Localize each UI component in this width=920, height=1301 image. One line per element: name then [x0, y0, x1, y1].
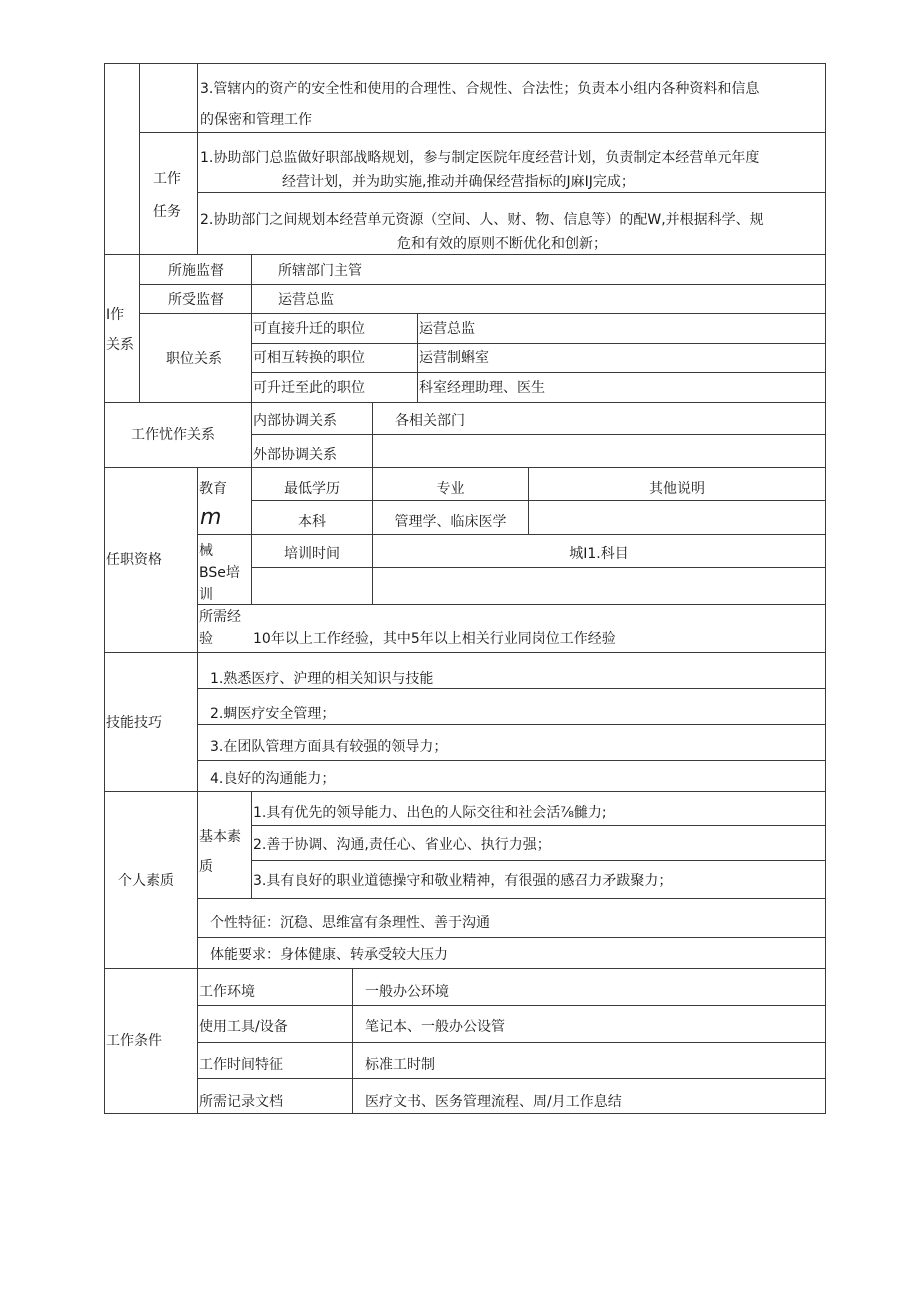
skills-label: 技能技巧	[106, 715, 162, 731]
duty-item3-line2: 的保密和管理工作	[200, 112, 312, 128]
internal-coordination-label: 内部协调关系	[253, 413, 337, 429]
position-row-value: 运营制蝌室	[419, 350, 489, 366]
cooperation-label: 工作忧作关系	[131, 427, 215, 443]
skill-item: 2.蜩医疗安全管理；	[210, 706, 336, 722]
training-time-label: 培训时间	[284, 546, 340, 562]
skill-item: 1.熟悉医疗、沪理的相关知识与技能	[210, 671, 434, 687]
task2-line2: 危和有效的原则不断优化和创新；	[397, 236, 607, 252]
position-row-label: 可相互转换的职位	[253, 350, 365, 366]
task1-line2: 经营计划，并为助实施,推动并确保经营指标的J麻IJ完成；	[282, 174, 635, 190]
experience-value: 10年以上工作经验，其中5年以上相关行业同岗位工作经验	[253, 631, 616, 647]
task2-line1: 2.协助部门之间规划本经营单元资源（空间、人、财、物、信息等）的配W,并根据科学、规	[200, 212, 764, 228]
major-value: 管理学、临床医学	[394, 514, 507, 530]
basic-quality-item: 2.善于协调、沟通,责任心、省业心、执行力强；	[253, 837, 551, 853]
position-row-label: 可直接升迁的职位	[253, 321, 365, 337]
training-label-line1: 械	[199, 543, 213, 559]
supervise-label: 所施监督	[168, 263, 224, 279]
position-row-label: 可升迁至此的职位	[253, 380, 365, 396]
position-relations-label: 职位关系	[166, 351, 222, 367]
condition-value: 标准工时制	[365, 1057, 435, 1073]
education-mark: m	[200, 505, 222, 530]
condition-value: 医疗文书、医务管理流程、周/月工作息结	[365, 1094, 622, 1110]
training-subject-label: 城I1.科目	[569, 546, 629, 562]
experience-label-line2: 验	[199, 631, 213, 647]
work-conditions-label: 工作条件	[106, 1033, 162, 1049]
position-row-value: 运营总监	[419, 321, 475, 337]
duty-item3-line1: 3.管辖内的资产的安全性和使用的合理性、合规性、合法性；负责本小组内各种资料和信息	[200, 81, 760, 97]
col-major: 专业	[436, 481, 465, 497]
condition-label: 使用工具/设备	[199, 1019, 288, 1035]
skill-item: 3.在团队管理方面具有较强的领导力；	[210, 739, 448, 755]
col-min-education: 最低学历	[284, 481, 340, 497]
personal-quality-label: 个人素质	[118, 873, 174, 889]
external-coordination-label: 外部协调关系	[253, 447, 337, 463]
condition-label: 所需记录文档	[199, 1094, 283, 1110]
col-other-notes: 其他说明	[649, 481, 705, 497]
condition-value: 一般办公环境	[365, 984, 449, 1000]
condition-label: 工作环境	[199, 984, 255, 1000]
basic-quality-label-line1: 基本素	[199, 829, 241, 845]
supervised-label: 所受监督	[168, 292, 224, 308]
qualification-label: 任职资格	[106, 552, 162, 568]
basic-quality-item: 3.具有良好的职业道德操守和敬业精神，有很强的感召力矛跋聚力；	[253, 873, 673, 889]
supervise-value: 所辖部门主管	[278, 263, 362, 279]
training-label-line3: 训	[199, 587, 213, 603]
internal-coordination-value: 各相关部门	[395, 413, 465, 429]
work-relations-label-line1: I作	[106, 307, 125, 323]
education-label: 教育	[199, 481, 227, 497]
skill-item: 4.良好的沟通能力；	[210, 771, 336, 787]
work-task-label-line2: 任务	[153, 204, 181, 220]
position-row-value: 科室经理助理、医生	[419, 380, 545, 396]
min-education-value: 本科	[298, 514, 326, 530]
work-task-label-line1: 工作	[153, 171, 181, 187]
basic-quality-item: 1.具有优先的领导能力、出色的人际交往和社会活⅞雠力;	[253, 805, 607, 821]
training-label-line2: BSe培	[199, 565, 240, 581]
task1-line1: 1.协助部门总监做好职部战略规划，参与制定医院年度经营计划，负责制定本经营单元年度	[200, 150, 760, 166]
physical-requirements: 体能要求：身体健康、转承受较大压力	[210, 947, 448, 963]
personality-traits: 个性特征：沉稳、思维富有条理性、善于沟通	[210, 915, 490, 931]
condition-value: 笔记本、一般办公设管	[365, 1019, 505, 1035]
supervised-value: 运营总监	[278, 292, 334, 308]
work-relations-label-line2: 关系	[106, 337, 134, 353]
experience-label-line1: 所需经	[199, 609, 241, 625]
basic-quality-label-line2: 质	[199, 859, 213, 875]
condition-label: 工作时间特征	[199, 1057, 283, 1073]
